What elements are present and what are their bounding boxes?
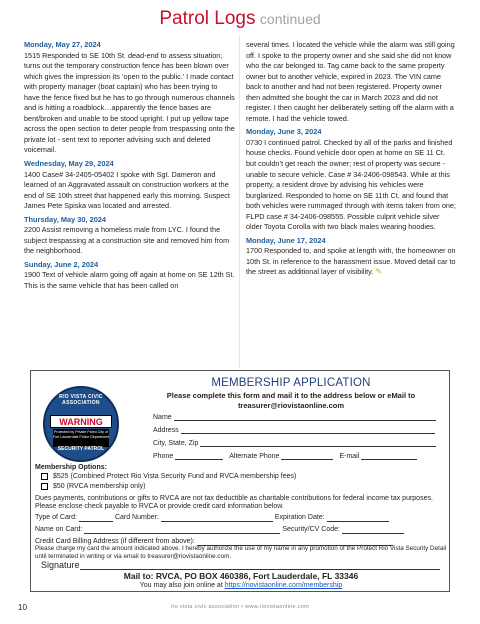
entry-date: Wednesday, May 29, 2024 — [24, 159, 114, 169]
signature-input-line[interactable] — [80, 561, 440, 570]
checkbox-rvca[interactable] — [41, 483, 48, 490]
option-rvca-label: $50 (RVCA membership only) — [53, 483, 146, 490]
entry-text: 0730 I continued patrol. Checked by all of the parks and finished house checks. Found vehicle door open at home on SE 11 Ct. but couldn’t get reach the owner; rest of property was secure - unable to secure vehicle. Case # 34-2406-098543. While at this property, a resident drove by advising his vehicles were burglarized. Responded to home on SE 11th Ct. and found that both vehicles were rummaged through with items taken from one; FLPD case # 34-2406-098555. Possible culprit vehicle silver older Toyota Corolla with two black males wearing hoodies. — [246, 137, 456, 232]
security-badge-logo — [43, 386, 119, 462]
card-type-row — [35, 514, 389, 522]
phone-label: Phone — [153, 453, 174, 460]
phone-field-row — [153, 452, 417, 460]
column-divider — [239, 35, 240, 368]
entry-date: Monday, June 3, 2024 — [246, 127, 322, 137]
log-entry — [24, 40, 235, 156]
log-entry — [246, 236, 457, 278]
badge-ring-top: RIO VISTA CIVIC ASSOCIATION — [59, 394, 103, 406]
name-label: Name — [153, 414, 172, 421]
authorize-note: Please charge my card the amount indicated above. I hereby authorize the use of my name in any promotion of the Protect Rio Vista Security Detail until terminated in writing or via email to treasurer@riovistaonline.com. — [35, 545, 447, 560]
entry-text: 1900 Text of vehicle alarm going off again at home on SE 12th St. This is the same vehicle that has been called on — [24, 270, 235, 291]
entry-text: 2200 Assist removing a homeless male from LYC. I found the subject trespassing at a construction site and removed him from the neighborhood. — [24, 225, 230, 256]
page-title: Patrol Logs — [159, 8, 256, 29]
checkbox-combined[interactable] — [41, 473, 48, 480]
membership-form — [30, 370, 450, 592]
name-field[interactable] — [153, 413, 436, 421]
name-on-card-input-line[interactable] — [84, 527, 280, 534]
page-header — [0, 8, 480, 30]
option-combined[interactable] — [41, 473, 296, 480]
name-on-card-label: Name on Card: — [35, 526, 83, 533]
options-title: Membership Options: — [35, 464, 107, 471]
alt-phone-label: Alternate Phone — [229, 453, 280, 460]
log-entry — [24, 260, 235, 292]
page-number: 10 — [18, 603, 27, 612]
expiration-label: Expiration Date: — [274, 514, 325, 521]
billing-label: Credit Card Billing Address (if different from above): — [35, 538, 195, 545]
entry-date: Thursday, May 30, 2024 — [24, 214, 107, 224]
entry-text: several times. I located the vehicle while the alarm was still going off. I spoke to the property owner and she said she did not know who the car belonged to. Tag came back to the same property owner but to another vehicle, expired in 2023. The VIN came back to another and had not been registered. Property owner then admitted she bought the car in March 2023 and did not register. I then caught her deliberately setting off the alarm with a remote. I had the vehicle towed. — [246, 40, 455, 123]
card-type-input-line[interactable] — [79, 515, 113, 522]
address-input-line[interactable] — [181, 426, 435, 434]
dues-note — [35, 495, 433, 512]
card-number-input-line[interactable] — [161, 515, 273, 522]
city-field[interactable] — [153, 439, 436, 447]
phone-input-line[interactable] — [175, 452, 223, 460]
address-field[interactable] — [153, 426, 435, 434]
badge-warning: WARNING — [50, 415, 112, 428]
left-column — [24, 40, 235, 295]
entry-date: Monday, May 27, 2024 — [24, 40, 101, 49]
email-input-line[interactable] — [361, 452, 417, 460]
entry-text — [246, 246, 457, 278]
email-label: E-mail — [339, 453, 360, 460]
option-rvca[interactable] — [41, 483, 145, 490]
card-number-label: Card Number: — [114, 514, 159, 521]
right-column — [246, 40, 457, 281]
log-entry — [24, 159, 235, 212]
name-input-line[interactable] — [174, 413, 436, 421]
log-entry — [246, 127, 457, 232]
entry-text-body: 1700 Responded to, and spoke at length with, the homeowner on 10th St. in reference to the harassment issue. Moved detail car to the street as additional layer of visibility. — [246, 246, 456, 277]
badge-ring-bottom: SECURITY PATROL — [57, 446, 105, 452]
signature-row — [41, 560, 440, 570]
badge-warning-sub: Protected by Private Patrol City of Fort Lauderdale Police Department — [53, 429, 109, 447]
footer-text: rio vista civic association • www.riovistaonline.com — [171, 604, 309, 610]
pencil-icon: ✎ — [375, 267, 382, 277]
membership-link[interactable]: https://riovistaonline.com/membership — [224, 582, 343, 589]
entry-date: Monday, June 17, 2024 — [246, 235, 326, 245]
name-on-card-row — [35, 526, 404, 534]
instruction-email: treasurer@riovistaonline.com — [237, 401, 345, 410]
option-combined-label: $525 (Combined Protect Rio Vista Security Fund and RVCA membership fees) — [53, 473, 297, 480]
form-title: MEMBERSHIP APPLICATION — [211, 377, 371, 389]
expiration-input-line[interactable] — [327, 515, 389, 522]
instruction-line: Please complete this form and mail it to the address below or eMail to — [166, 391, 416, 400]
log-entry — [246, 40, 457, 124]
form-instructions — [133, 391, 449, 411]
alt-phone-input-line[interactable] — [281, 452, 333, 460]
page-subtitle: continued — [259, 11, 321, 27]
city-input-line[interactable] — [200, 439, 436, 447]
security-input-line[interactable] — [342, 527, 404, 534]
address-label: Address — [153, 427, 179, 434]
online-prefix: You may also join online at — [139, 582, 223, 589]
card-type-label: Type of Card: — [35, 514, 78, 521]
log-entry — [24, 215, 235, 257]
check-note-line: Please enclose check payable to RVCA or provide credit card information below. — [35, 503, 284, 511]
signature-label: Signature — [41, 560, 80, 570]
entry-text: 1515 Responded to SE 10th St. dead-end to assess situation; turns out the temporary construction fence has been blown over which gives the impression its ‘open to the public.’ I made contact with property manager (boat captain) who has been trying to have the fence fixed but he has to go through numerous channels and is hitting a roadblock…apparently the fence bases are bent/broken and unable to be stood upright. I put up yellow tape across the open section to deter people from trespassing onto the private lot - sent text to reporter advising such and deleted voicemail. — [24, 50, 235, 155]
online-join — [31, 582, 451, 589]
dues-note-line: Dues payments, contributions or gifts to RVCA are not tax deductible as charitable contributions for federal income tax purposes. — [35, 495, 433, 502]
mail-to-address: Mail to: RVCA, PO BOX 460386, Fort Lauderdale, FL 33346 — [123, 571, 359, 581]
security-label: Security/CV Code: — [282, 526, 340, 533]
entry-text: 1400 Case# 34-2405-05402 I spoke with Sgt. Dameron and learned of an Aggravated assault on construction workers at the end of SE 10th street that happened early this morning. Suspect James Pete Spiska was located and arrested. — [24, 169, 230, 211]
city-label: City, State, Zip — [153, 440, 199, 447]
entry-date: Sunday, June 2, 2024 — [24, 259, 99, 269]
